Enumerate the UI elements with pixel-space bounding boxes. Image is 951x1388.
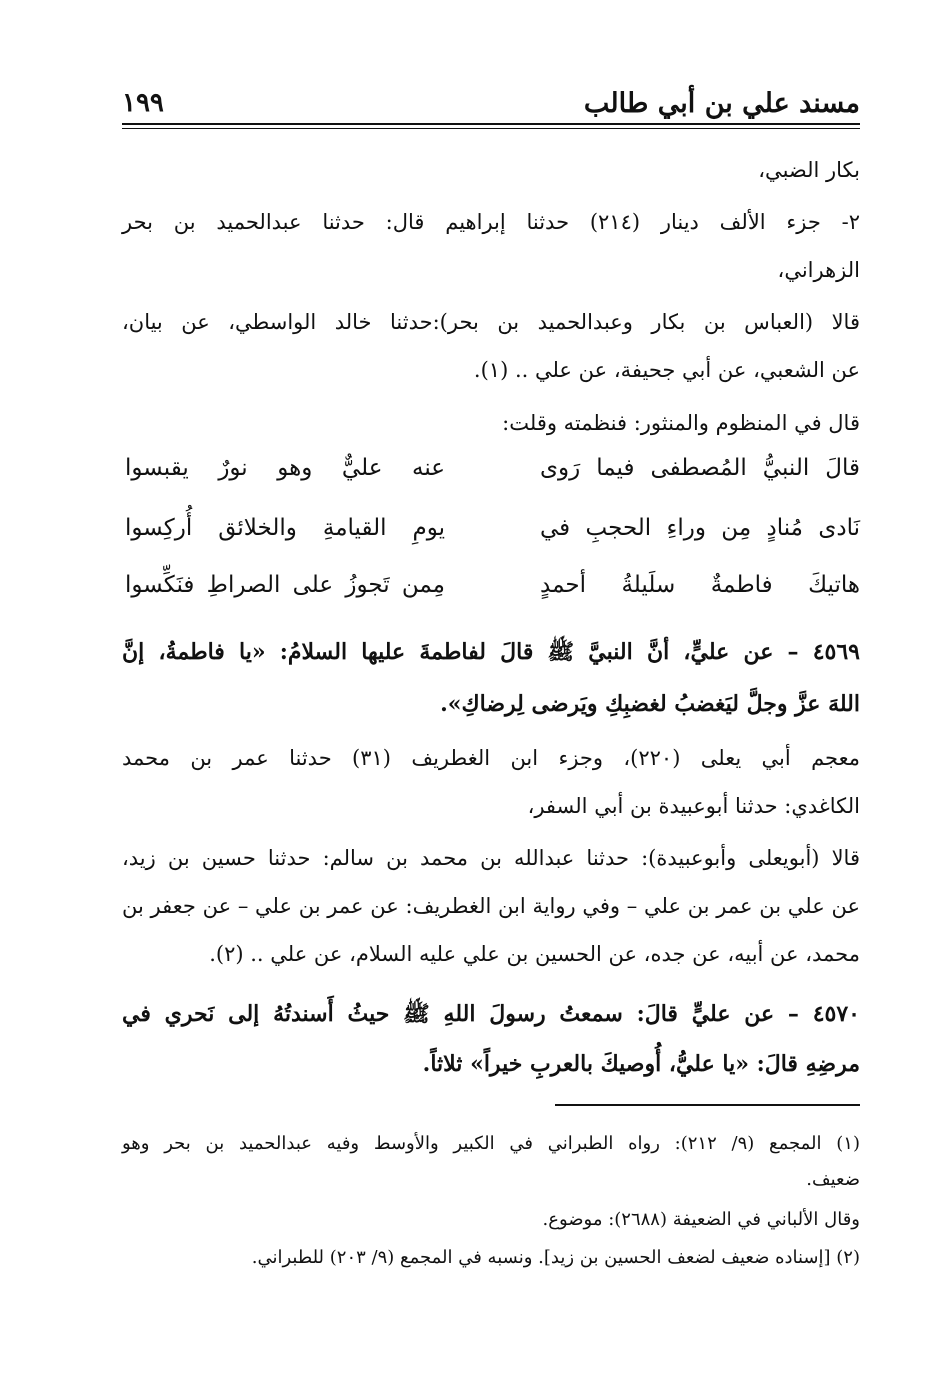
hadith-text: ٤٥٦٩ – عن عليٍّ، أنَّ النبيَّ ﷺ قالَ لفاطمةَ عليها السلامُ: «يا فاطمةُ، إنَّ bbox=[122, 639, 860, 665]
body-line: بكار الضبي، bbox=[758, 158, 860, 182]
source-line: معجم أبي يعلى (٢٢٠)، وجزء ابن الغطريف (٣١) حدثنا عمر بن محمد bbox=[122, 746, 860, 770]
header-rule bbox=[122, 123, 860, 125]
source-line: الكاغدي: حدثنا أبوعبيدة بن أبي السفر، bbox=[527, 794, 860, 818]
running-title: مسند علي بن أبي طالب bbox=[583, 88, 860, 119]
source-line: قالا (أبويعلى وأبوعبيدة): حدثنا عبدالله بن محمد بن سالم: حدثنا حسين بن زيد، bbox=[122, 846, 860, 870]
hadith-text: اللهَ عزَّ وجلَّ ليَغضبُ لغضبِكِ ويَرضى لِرضاكِ». bbox=[440, 691, 860, 717]
page-number: ١٩٩ bbox=[122, 88, 164, 118]
footnote-separator bbox=[555, 1104, 860, 1106]
body-line: الزهراني، bbox=[777, 258, 860, 282]
body-line: قال في المنظوم والمنثور: فنظمته وقلت: bbox=[502, 411, 860, 435]
body-line: قالا (العباس بن بكار وعبدالحميد بن بحر):حدثنا خالد الواسطي، عن بيان، bbox=[122, 310, 860, 334]
poem-hemistich-left: عنه عليٌّ وهو نورٌ يقبسوا bbox=[125, 455, 445, 481]
source-line: محمد، عن أبيه، عن جده، عن الحسين بن علي عليه السلام، عن علي .. (٢). bbox=[209, 942, 860, 966]
page-header bbox=[122, 88, 860, 122]
footnote-line: (٢) [إسناده ضعيف لضعف الحسين بن زيد]. ونسبه في المجمع (٩/ ٢٠٣) للطبراني. bbox=[251, 1247, 860, 1268]
poem-hemistich-right: نَادى مُنادٍ مِن وراءِ الحجبِ في bbox=[540, 515, 860, 541]
poem-hemistich-right: قالَ النبيُّ المُصطفى فيما رَوى bbox=[540, 455, 860, 481]
body-line: ٢- جزء الألف دينار (٢١٤) حدثنا إبراهيم قال: حدثنا عبدالحميد بن بحر bbox=[122, 210, 861, 234]
poem-hemistich-right: هاتيكَ فاطمةٌ سلَيلةُ أحمدٍ bbox=[540, 572, 860, 598]
hadith-text: ٤٥٧٠ – عن عليٍّ قالَ: سمعتُ رسولَ اللهِ ﷺ حيثُ أَسندتُهُ إلى نَحري في bbox=[122, 1001, 860, 1027]
header-rule-thin bbox=[122, 128, 860, 129]
poem-hemistich-left: يومِ القيامةِ والخلائق أُركِسوا bbox=[125, 515, 445, 541]
footnote-line: (١) المجمع (٩/ ٢١٢): رواه الطبراني في الكبير والأوسط وفيه عبدالحميد بن بحر وهو bbox=[122, 1133, 860, 1154]
poem-hemistich-left: مِمن تَجوزُ على الصراطِ فنَكِّسوا bbox=[125, 572, 445, 598]
body-line: عن الشعبي، عن أبي جحيفة، عن علي .. (١). bbox=[473, 358, 860, 382]
footnote-line: وقال الألباني في الضعيفة (٢٦٨٨): موضوع. bbox=[542, 1209, 860, 1230]
source-line: عن علي بن عمر بن علي – وفي رواية ابن الغطريف: عن عمر بن علي – عن جعفر بن bbox=[122, 894, 860, 918]
hadith-text: مرضِهِ قالَ: «يا عليُّ، أُوصيكَ بالعربِ خيراً» ثلاثاً. bbox=[422, 1051, 860, 1077]
footnote-line: ضعيف. bbox=[806, 1169, 860, 1190]
